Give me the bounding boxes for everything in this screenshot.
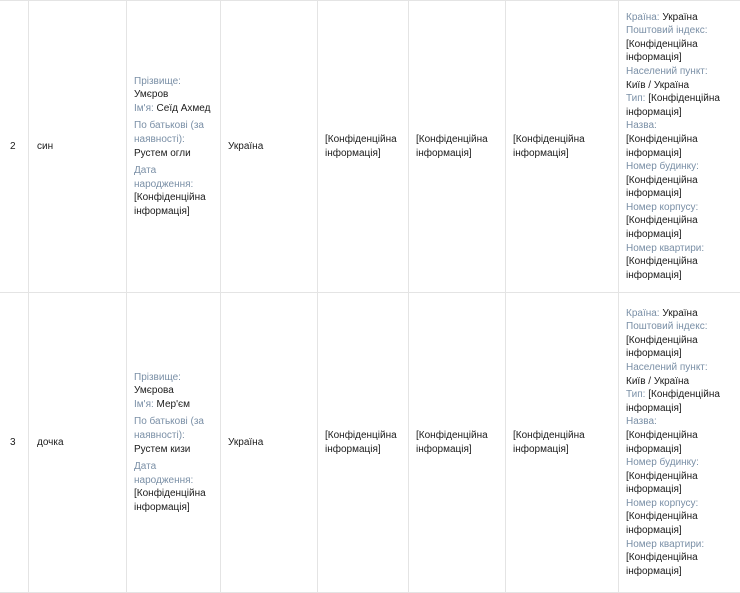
first-name-value: Мер'єм [156,398,190,410]
street-name-value: [Конфіденційна інформація] [626,133,698,159]
row-number: 3 [10,436,16,448]
relation-value: син [37,140,54,152]
block-number-label: Номер корпусу: [626,497,699,509]
house-number-value: [Конфіденційна інформація] [626,470,698,496]
citizenship-cell [221,293,318,592]
name-cell [127,1,221,292]
country-value: Україна [662,307,698,319]
house-number-value: [Конфіденційна інформація] [626,174,698,200]
city-label: Населений пункт: [626,65,708,77]
citizenship-cell [221,1,318,292]
row-number-cell [0,293,29,592]
patronymic-value: Рустем кизи [134,443,191,455]
birth-date-value: [Конфіденційна інформація] [134,192,206,217]
confidential-cell [506,293,619,592]
confidential-value: [Конфіденційна інформація] [513,133,585,159]
confidential-value: [Конфіденційна інформація] [416,429,488,455]
apartment-number-value: [Конфіденційна інформація] [626,256,698,281]
zip-value: [Конфіденційна інформація] [626,334,698,360]
block-number-label: Номер корпусу: [626,201,699,213]
apartment-number-label: Номер квартири: [626,242,705,254]
apartment-number-value: [Конфіденційна інформація] [626,552,698,577]
confidential-cell [318,293,409,592]
street-name-label: Назва: [626,120,657,132]
first-name-label: Ім'я: [134,398,154,410]
name-cell [127,293,221,592]
birth-date-label: Дата народження: [134,461,194,486]
apartment-number-label: Номер квартири: [626,538,705,550]
block-number-value: [Конфіденційна інформація] [626,511,698,537]
confidential-cell [318,1,409,292]
row-number: 2 [10,140,16,152]
confidential-value: [Конфіденційна інформація] [513,429,585,455]
country-label: Країна: [626,11,660,23]
house-number-label: Номер будинку: [626,457,699,469]
patronymic-label: По батькові (за наявності): [134,416,204,441]
relation-cell [29,293,127,592]
relation-cell [29,1,127,292]
zip-label: Поштовий індекс: [626,321,708,333]
surname-value: Умєров [134,89,169,101]
country-value: Україна [662,11,698,23]
first-name-value: Сеїд Ахмед [156,102,211,114]
street-type-value: [Конфіденційна інформація] [626,389,720,414]
citizenship-value: Україна [228,436,264,448]
row-number-cell [0,1,29,292]
street-type-label: Тип: [626,389,646,401]
country-label: Країна: [626,307,660,319]
address-cell [619,293,740,592]
street-name-value: [Конфіденційна інформація] [626,429,698,455]
zip-label: Поштовий індекс: [626,25,708,37]
surname-label: Прізвище: [134,371,181,383]
zip-value: [Конфіденційна інформація] [626,38,698,64]
confidential-value: [Конфіденційна інформація] [416,133,488,159]
city-value: Київ / Україна [626,79,690,91]
surname-label: Прізвище: [134,75,181,87]
confidential-value: [Конфіденційна інформація] [325,429,397,455]
street-type-label: Тип: [626,93,646,105]
birth-date-value: [Конфіденційна інформація] [134,488,206,513]
confidential-cell [409,1,506,292]
table-row [0,293,740,593]
patronymic-label: По батькові (за наявності): [134,120,204,145]
first-name-label: Ім'я: [134,102,154,114]
street-type-value: [Конфіденційна інформація] [626,93,720,118]
confidential-cell [506,1,619,292]
birth-date-label: Дата народження: [134,165,194,190]
house-number-label: Номер будинку: [626,161,699,173]
relation-value: дочка [37,436,64,448]
citizenship-value: Україна [228,140,264,152]
confidential-cell [409,293,506,592]
address-cell [619,1,740,292]
table-row [0,1,740,293]
city-value: Київ / Україна [626,375,690,387]
surname-value: Умєрова [134,385,174,397]
confidential-value: [Конфіденційна інформація] [325,133,397,159]
block-number-value: [Конфіденційна інформація] [626,215,698,241]
patronymic-value: Рустем огли [134,147,191,159]
street-name-label: Назва: [626,416,657,428]
city-label: Населений пункт: [626,361,708,373]
